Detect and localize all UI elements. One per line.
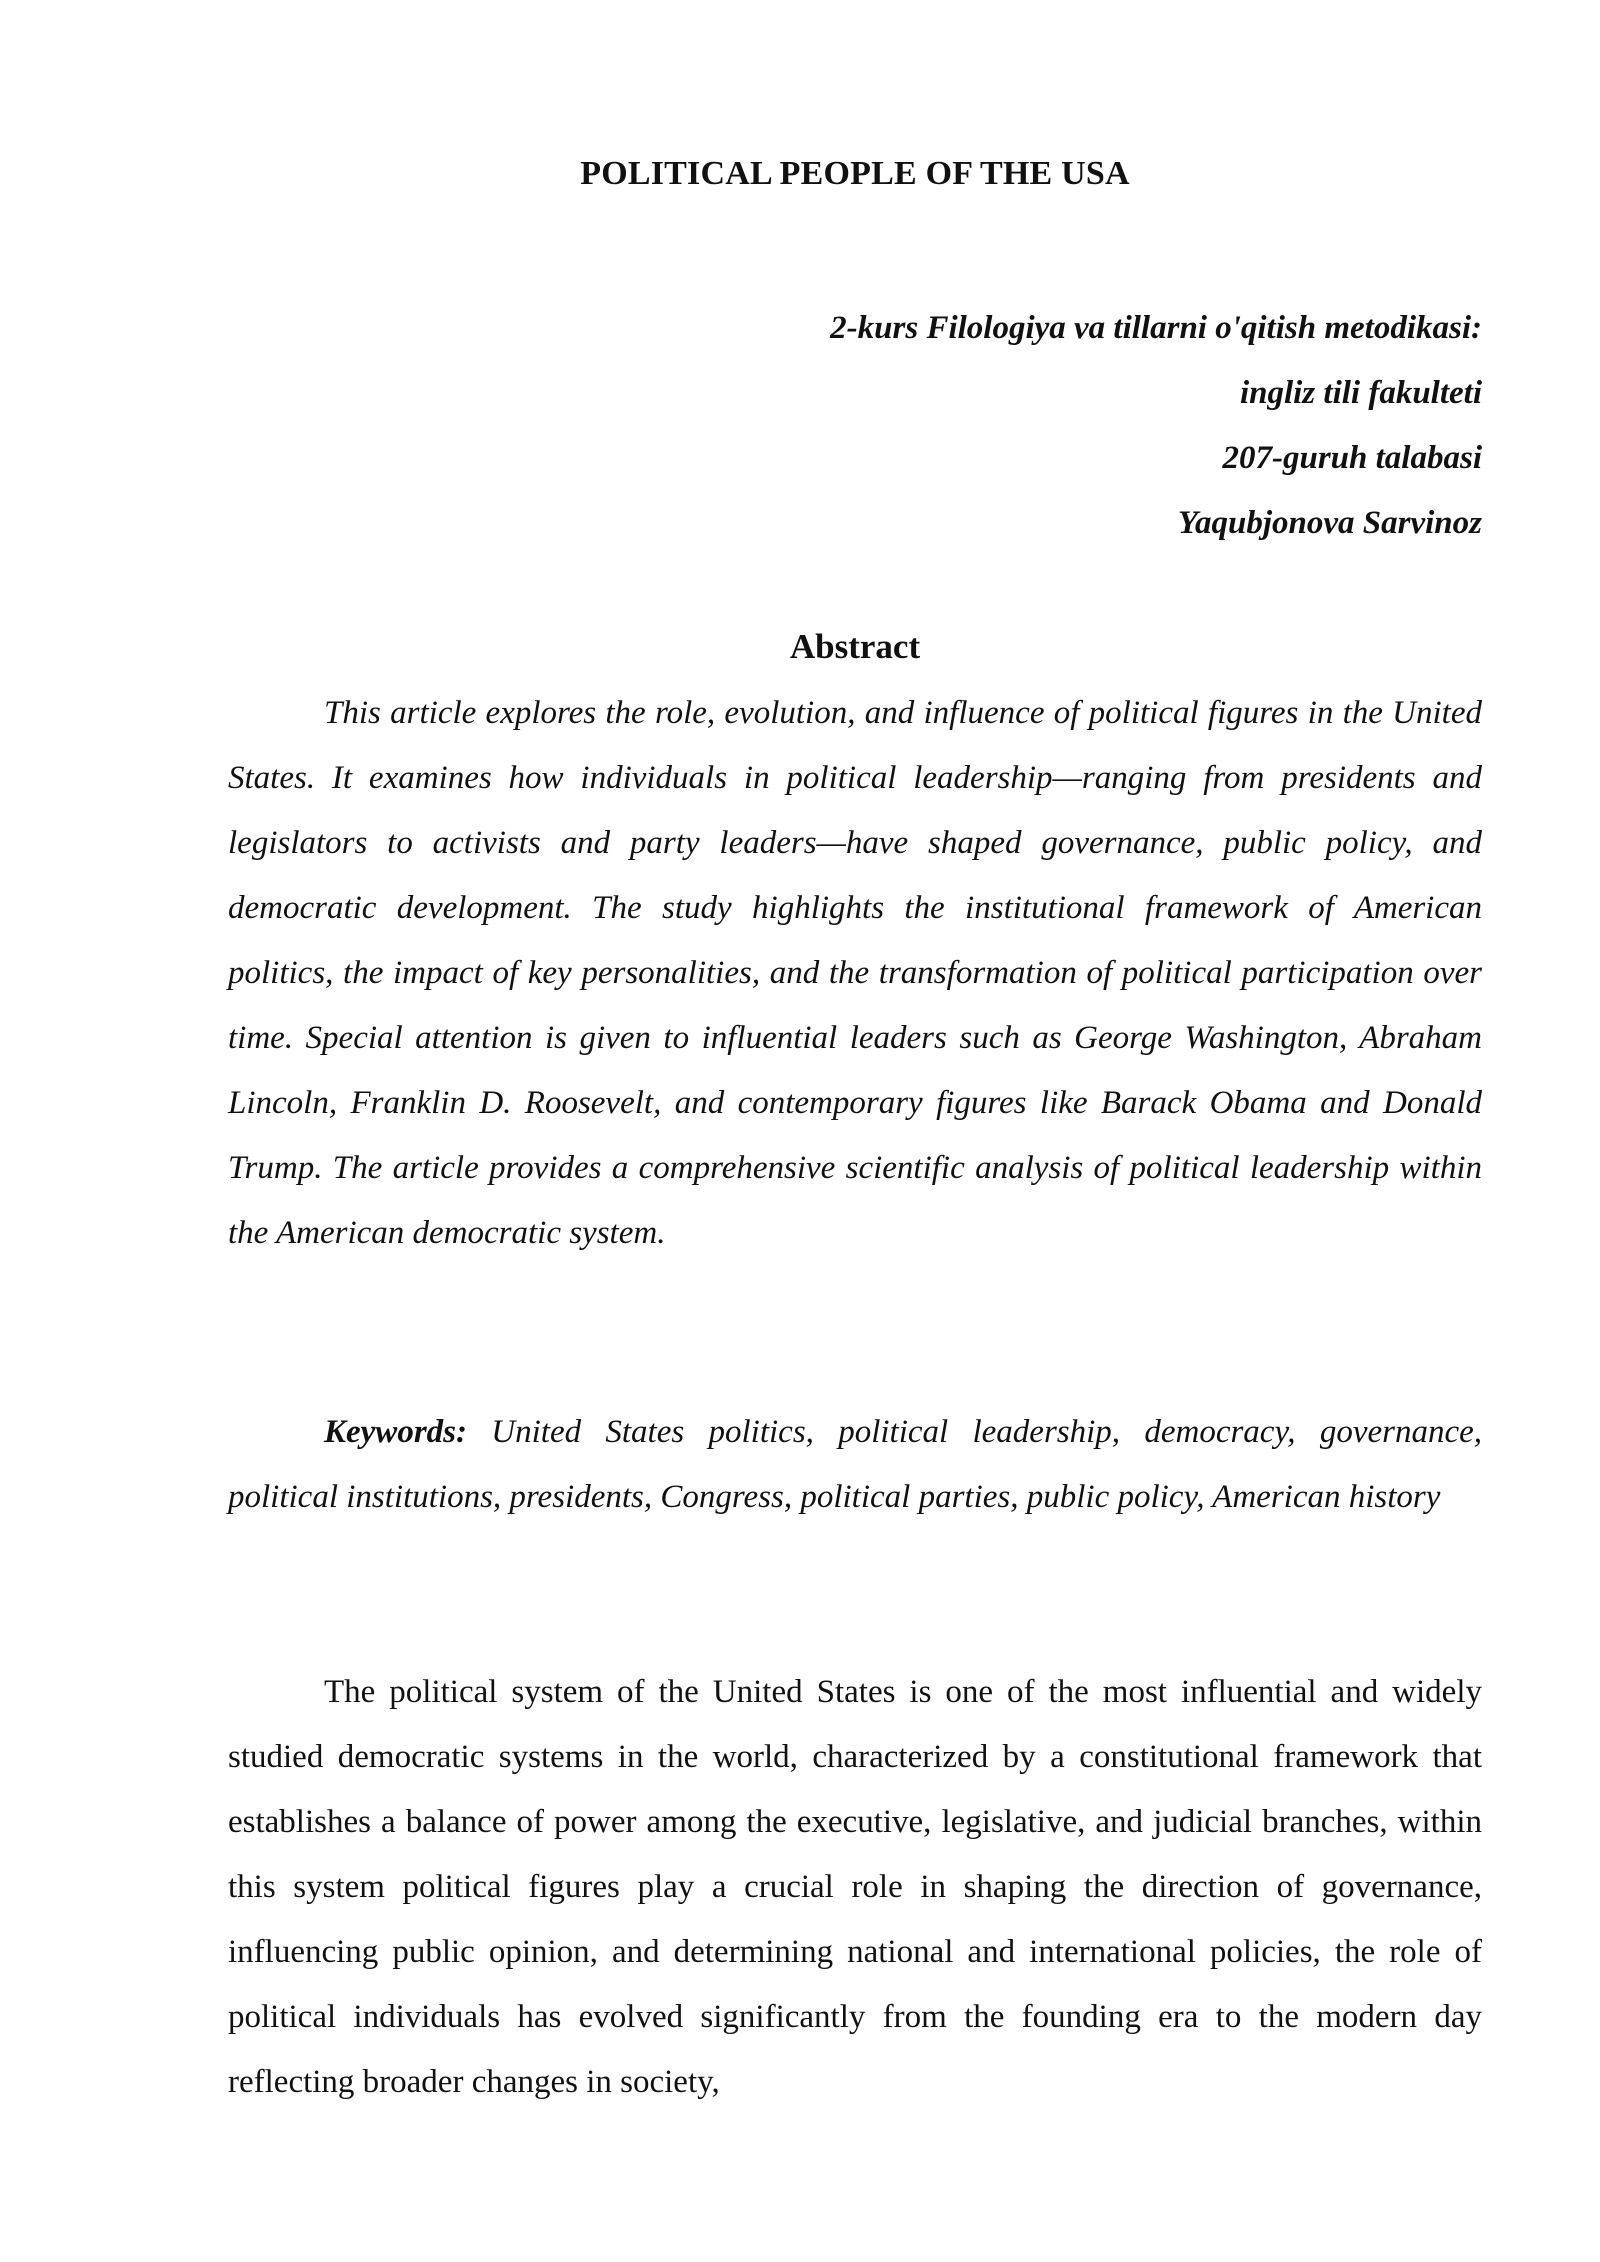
author-line-group: 207-guruh talabasi: [1222, 440, 1482, 476]
body-paragraph: The political system of the United States is one of the most influential and widely studied democratic systems in the world, characterized by a constitutional framework that establishes a balance of power among the executive, legislative, and judicial branches, within this system political figures play a crucial role in shaping the direction of governance, influencing public opinion, and determining national and international policies, the role of political individuals has evolved significantly from the founding era to the modern day reflecting broader changes in society,: [228, 1674, 1482, 2100]
author-line-faculty: ingliz tili fakulteti: [1239, 375, 1482, 411]
keywords-text: United States politics, political leadership, democracy, governance, political institutions, presidents, Congress, political parties, public policy, American history: [228, 1414, 1482, 1515]
author-line-course: 2-kurs Filologiya va tillarni o'qitish metodikasi:: [830, 310, 1482, 346]
keywords-paragraph: [228, 1400, 1482, 1530]
abstract-text: This article explores the role, evolution, and influence of political figures in the United States. It examines how individuals in political leadership—ranging from presidents and legislators to activists and party leaders—have shaped governance, public policy, and democratic development. The study highlights the institutional framework of American politics, the impact of key personalities, and the transformation of political participation over time. Special attention is given to influential leaders such as George Washington, Abraham Lincoln, Franklin D. Roosevelt, and contemporary figures like Barack Obama and Donald Trump. The article provides a comprehensive scientific analysis of political leadership within the American democratic system.: [228, 695, 1482, 1251]
author-line-name: Yaqubjonova Sarvinoz: [1177, 505, 1482, 541]
author-block: [228, 296, 1482, 556]
page-title: POLITICAL PEOPLE OF THE USA: [580, 155, 1130, 192]
keywords-label: Keywords:: [324, 1414, 467, 1450]
abstract-heading: Abstract: [789, 627, 921, 666]
title-container: [228, 152, 1482, 196]
